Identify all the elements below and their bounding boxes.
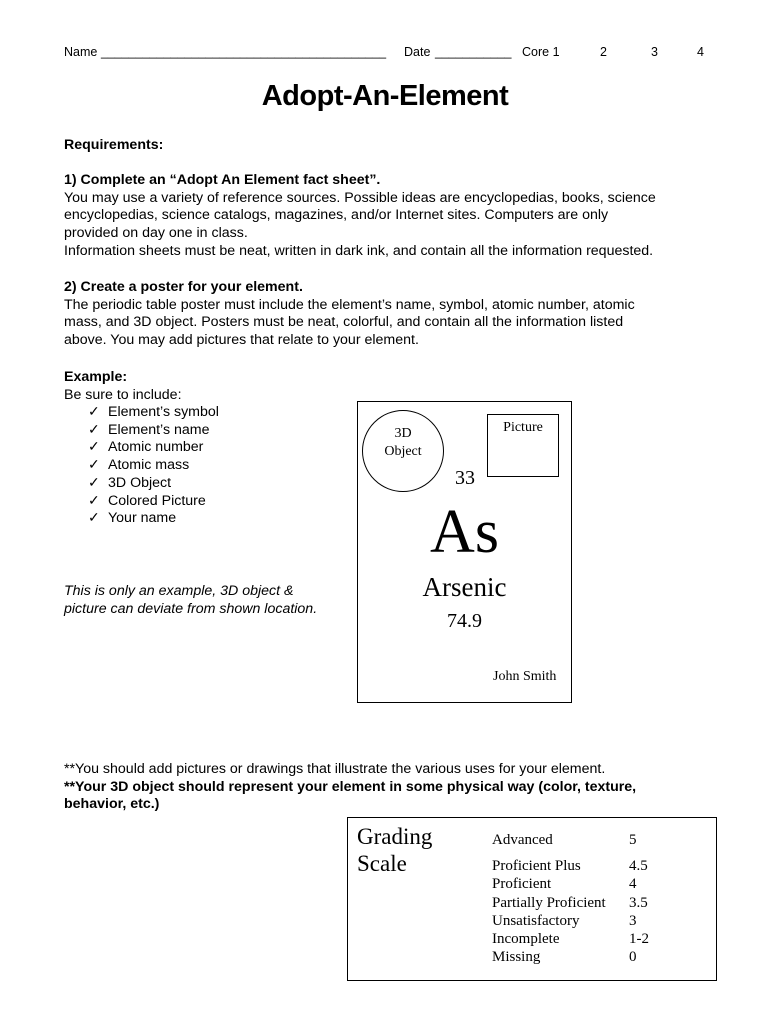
grade-score: 4 <box>629 876 637 893</box>
atomic-mass: 74.9 <box>447 610 482 632</box>
grade-level-labels <box>492 831 606 966</box>
checkmark-icon: ✓ <box>88 492 100 509</box>
checklist-item: ✓ Your name <box>88 510 177 527</box>
grade-score: 5 <box>629 832 637 848</box>
grade-level: Unsatisfactory <box>492 912 580 929</box>
note-line-1: **You should add pictures or drawings that illustrate the various uses for your element. <box>64 761 606 777</box>
picture-label: Picture <box>503 420 543 435</box>
fact-sheet-line-3: provided on day one in class. <box>64 225 248 242</box>
checklist <box>88 404 219 528</box>
checkmark-icon: ✓ <box>88 474 100 491</box>
grade-score: 4.5 <box>629 858 648 875</box>
checkmark-icon: ✓ <box>88 457 100 474</box>
checklist-item: ✓ Element’s name <box>88 421 210 438</box>
poster-author: John Smith <box>493 669 557 684</box>
checklist-item: ✓ Colored Picture <box>88 492 206 509</box>
grade-score: 1-2 <box>629 931 649 948</box>
grade-score-values <box>629 831 649 966</box>
poster-heading: 2) Create a poster for your element. <box>64 279 303 295</box>
example-note <box>64 583 354 618</box>
grade-score: 0 <box>629 949 637 966</box>
core-option-4: 4 <box>697 45 704 59</box>
note-line-3: behavior, etc.) <box>64 796 160 813</box>
grade-level: Proficient Plus <box>492 858 581 875</box>
requirements-heading: Requirements: <box>64 137 164 153</box>
checkmark-icon: ✓ <box>88 421 100 438</box>
example-intro: Be sure to include: <box>64 386 182 403</box>
name-label: Name <box>64 45 98 59</box>
fact-sheet-heading: 1) Complete an “Adopt An Element fact sheet”. <box>64 172 381 188</box>
date-blank-line: ___________ <box>435 45 512 59</box>
page-title: Adopt-An-Element <box>261 80 509 112</box>
poster-line-3: above. You may add pictures that relate to your element. <box>64 332 419 349</box>
example-note-line-1: This is only an example, 3D object & <box>64 583 294 599</box>
grade-score: 3.5 <box>629 894 648 911</box>
note-line-2: **Your 3D object should represent your element in some physical way (color, texture, <box>64 778 637 795</box>
3d-object-label: 3D Object <box>384 426 422 459</box>
poster-line-2: mass, and 3D object. Posters must be neat, colorful, and contain all the information listed <box>64 314 624 331</box>
core-label: Core 1 <box>522 45 560 59</box>
grade-level: Missing <box>492 949 541 966</box>
fact-sheet-line-4: Information sheets must be neat, written in dark ink, and contain all the information requested. <box>64 242 654 259</box>
grade-level: Incomplete <box>492 931 560 948</box>
fact-sheet-line-2: encyclopedias, science catalogs, magazines, and/or Internet sites. Computers are only <box>64 207 609 224</box>
checkmark-icon: ✓ <box>88 510 100 527</box>
checkmark-icon: ✓ <box>88 404 100 420</box>
element-name: Arsenic <box>422 572 507 602</box>
example-note-line-2: picture can deviate from shown location. <box>64 600 318 617</box>
checklist-item: ✓ Atomic mass <box>88 457 190 474</box>
grade-level: Advanced <box>492 832 553 848</box>
date-label: Date <box>404 45 431 59</box>
atomic-number: 33 <box>455 467 475 489</box>
checklist-item: ✓ 3D Object <box>88 474 172 491</box>
example-section <box>64 369 344 404</box>
section-fact-sheet <box>64 172 714 261</box>
core-option-3: 3 <box>651 45 658 59</box>
poster-line-1: The periodic table poster must include the element’s name, symbol, atomic number, atomic <box>64 296 635 313</box>
fact-sheet-line-1: You may use a variety of reference sources. Possible ideas are encyclopedias, books, science <box>64 189 656 206</box>
grade-score: 3 <box>629 912 637 929</box>
example-heading: Example: <box>64 369 128 385</box>
header-line <box>64 45 724 61</box>
checklist-item: ✓ Element’s symbol <box>88 404 219 420</box>
checkmark-icon: ✓ <box>88 439 100 456</box>
grading-scale-title: Grading Scale <box>357 824 433 876</box>
notes <box>64 761 744 814</box>
element-symbol: As <box>430 498 499 566</box>
section-poster <box>64 279 714 350</box>
checklist-item: ✓ Atomic number <box>88 439 204 456</box>
grade-level: Partially Proficient <box>492 894 606 911</box>
name-blank-line: _________________________________________ <box>101 45 387 59</box>
core-option-2: 2 <box>600 45 607 59</box>
grade-level: Proficient <box>492 876 552 893</box>
